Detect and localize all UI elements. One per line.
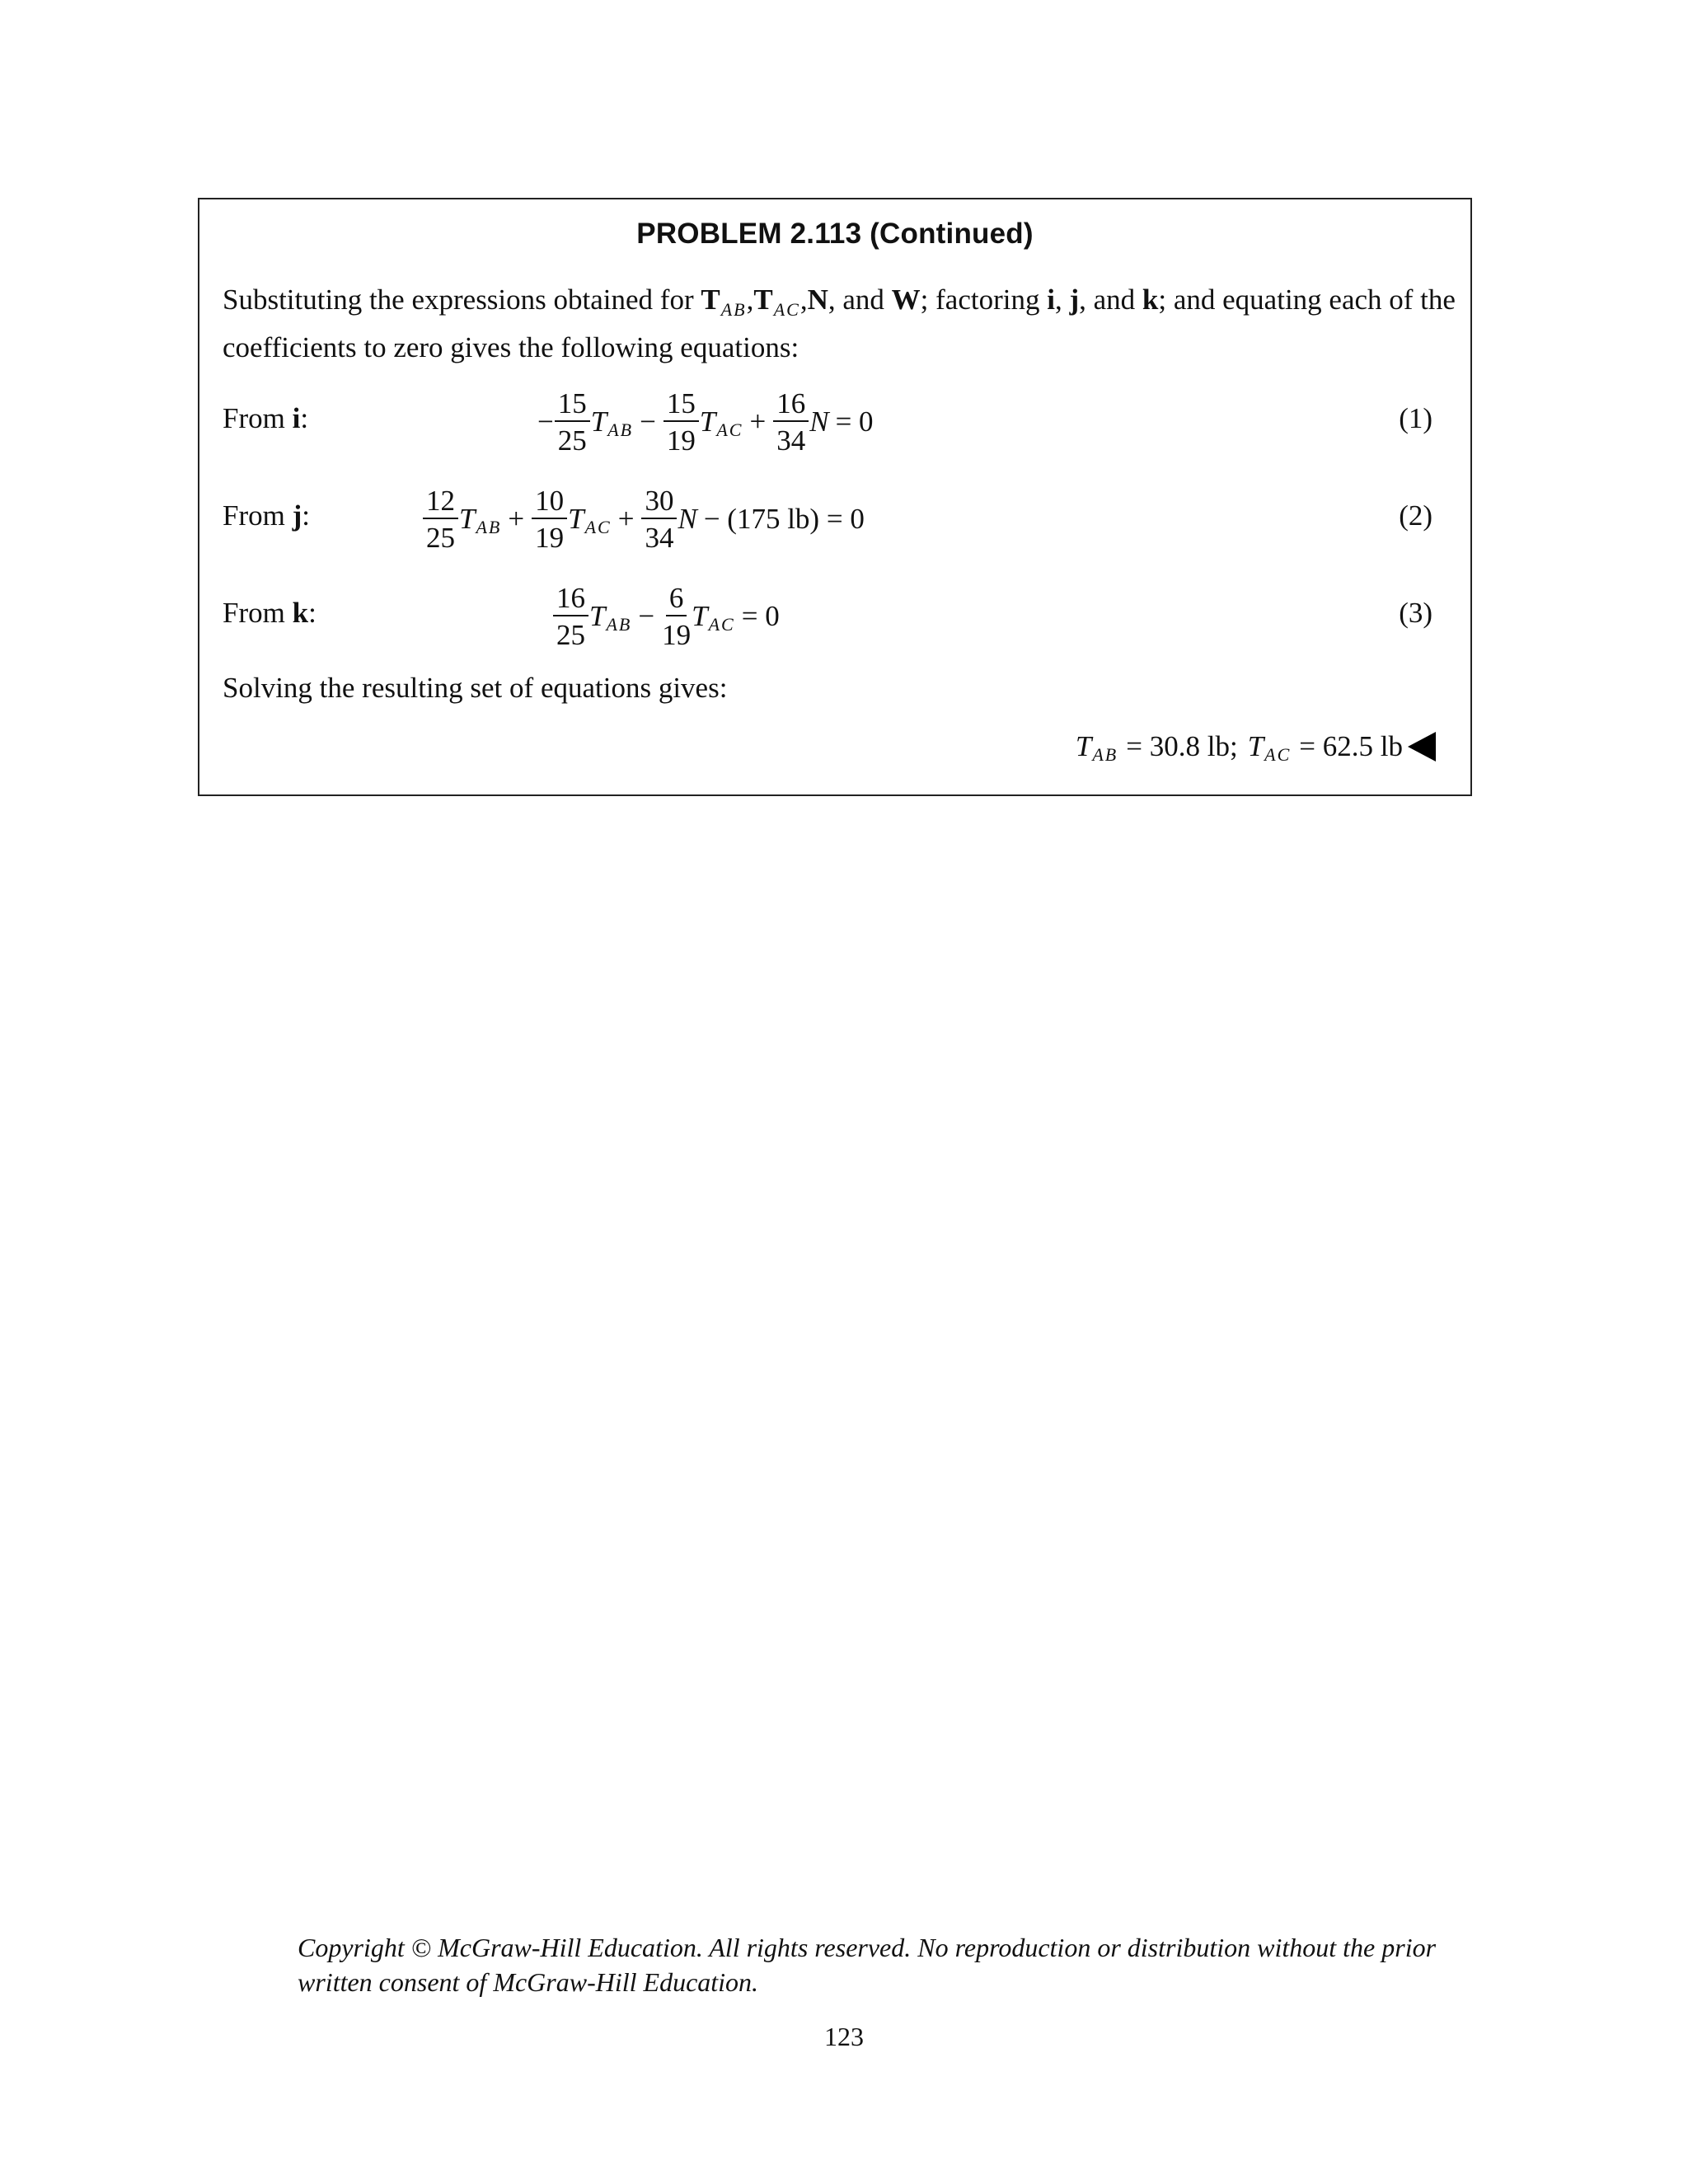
variable: T xyxy=(692,600,708,632)
fraction: $\frac{10}{19}$ xyxy=(532,486,567,552)
vector-t: T xyxy=(701,284,720,316)
subscript: AC xyxy=(584,517,612,537)
answer-value-2: = 62.5 lb xyxy=(1299,730,1403,762)
operator: + xyxy=(749,405,767,438)
vector-w: W xyxy=(891,284,921,316)
intro-paragraph: Substituting the expressions obtained for $T_{AB},T_{AC},N$, and W; factoring i, j, and k; and equating each of the coefficients to zero gives the following equations: xyxy=(223,284,1456,363)
fraction: $\frac{6}{19}$ xyxy=(662,582,692,651)
equation-label-j: From j: xyxy=(223,499,310,532)
fraction: $\frac{16}{25}$ xyxy=(553,583,588,649)
subscript-ac: AC xyxy=(773,299,800,320)
subscript: AB xyxy=(1092,744,1118,765)
equation-label-i: From i: xyxy=(223,402,309,434)
equation-number-3: (3) xyxy=(1399,597,1432,629)
variable: T xyxy=(1075,730,1092,762)
equation-number-1: (1) xyxy=(1399,402,1432,434)
solution-box xyxy=(198,198,1472,796)
intro-text: ; factoring xyxy=(920,284,1048,316)
equation-label-k: From k: xyxy=(223,597,316,629)
answer-marker-icon xyxy=(1408,732,1436,762)
and-text: and xyxy=(835,284,892,316)
operator: + xyxy=(508,503,525,535)
unit-k: k xyxy=(1142,284,1159,316)
problem-heading: PROBLEM 2.113 (Continued) xyxy=(636,218,1034,250)
page-number: 123 xyxy=(824,2022,864,2051)
subscript: AB xyxy=(607,419,634,440)
equation-tail: − (175 lb) = 0 xyxy=(703,503,865,535)
equation-3 xyxy=(552,583,786,649)
vector-n: N xyxy=(807,284,828,316)
equation-1 xyxy=(537,389,880,455)
fraction: $\frac{12}{25}$ xyxy=(423,486,458,552)
operator: − xyxy=(638,600,655,632)
variable: T xyxy=(699,405,716,438)
variable: T xyxy=(459,503,476,535)
intro-text: ; and equating each of the coefficients to zero gives the following equations: xyxy=(223,284,1456,363)
fraction: $\frac{15}{19}$ xyxy=(663,389,699,455)
fraction: $\frac{30}{34}$ xyxy=(641,486,677,552)
unit-j: j xyxy=(1069,284,1080,316)
variable: T xyxy=(1247,730,1264,762)
subscript: AB xyxy=(606,614,632,635)
equation-tail: = 0 xyxy=(741,600,780,632)
final-answer xyxy=(1076,730,1436,763)
variable: T xyxy=(568,503,584,535)
equation-number-2: (2) xyxy=(1399,499,1432,532)
subscript: AB xyxy=(476,517,502,537)
subscript: AC xyxy=(716,419,743,440)
operator: + xyxy=(617,503,635,535)
unit-i: i xyxy=(1047,284,1055,316)
copyright-notice: Copyright © McGraw-Hill Education. All rights reserved. No reproduction or distribution without the prior written consent of McGraw-Hill Education. xyxy=(298,1933,1437,1997)
variable: N xyxy=(678,503,697,535)
equation-2 xyxy=(422,486,871,552)
subscript: AC xyxy=(1264,744,1292,765)
variable: N xyxy=(809,405,829,438)
equation-tail: = 0 xyxy=(835,405,874,438)
fraction: $\frac{15}{25}$ xyxy=(555,389,590,455)
subscript-ab: AB xyxy=(720,299,747,320)
variable: T xyxy=(589,600,606,632)
subscript: AC xyxy=(708,614,735,635)
variable: T xyxy=(590,405,607,438)
vector-t: T xyxy=(753,284,773,316)
answer-value-1: = 30.8 lb; xyxy=(1126,730,1238,762)
fraction: $\frac{16}{34}$ xyxy=(773,389,809,455)
solving-text: Solving the resulting set of equations gives: xyxy=(223,672,728,704)
operator: − xyxy=(640,405,656,438)
minus-sign: − xyxy=(537,405,554,438)
intro-text: Substituting the expressions obtained for xyxy=(223,284,701,316)
